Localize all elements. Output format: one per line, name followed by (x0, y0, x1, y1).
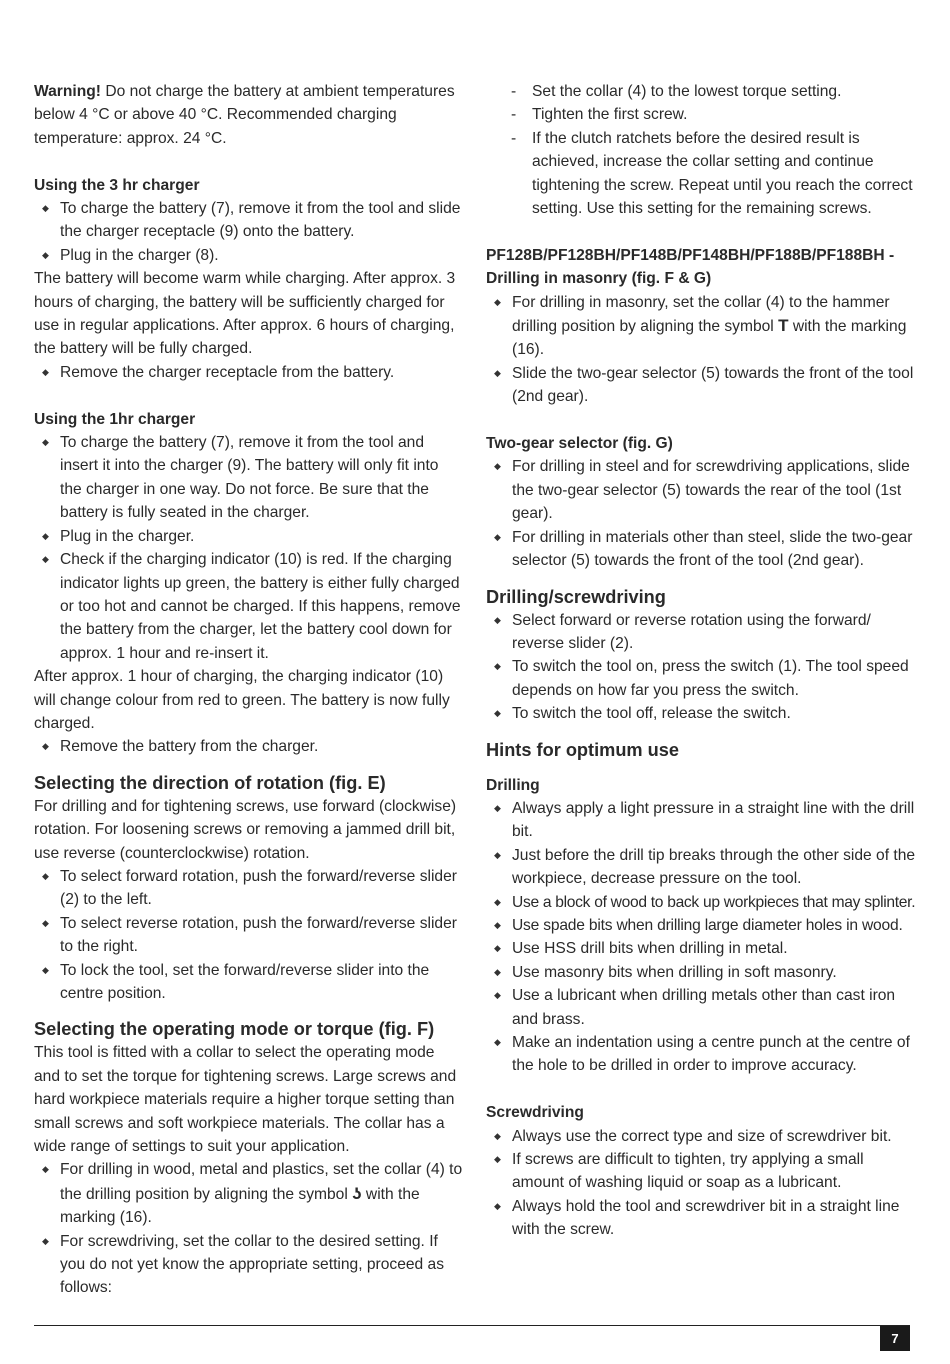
list-item: ◆ For drilling in materials other than steel, slide the two-gear selector (5) towards the front of the tool (2nd gear). (486, 526, 916, 573)
paragraph-operating-mode: This tool is fitted with a collar to select the operating mode and to set the torque for tightening screws. Large screws and hard workpiece materials require a higher torque setting than small screws and soft workpiece materials. The collar has a wide range of settings to suit your application. (34, 1044, 457, 1156)
heading-drilling-screwdriving: Drilling/screwdriving (486, 586, 666, 607)
list-item: - Set the collar (4) to the lowest torque setting. (486, 80, 916, 103)
list-item: ◆ Use masonry bits when drilling in soft masonry. (486, 961, 916, 984)
heading-3hr-charger: Using the 3 hr charger (34, 176, 200, 194)
list-item-text: For drilling in masonry, set the collar (4) to the hammer drilling position by aligning the symbol (512, 293, 890, 336)
list-item: ◆ Select forward or reverse rotation using the forward/ reverse slider (2). (486, 609, 916, 656)
list-item: ◆ Use a block of wood to back up workpieces that may splinter. (486, 891, 916, 914)
paragraph-1hr-charging: After approx. 1 hour of charging, the charging indicator (10) will change colour from red to green. The battery is now fully charged. (34, 668, 450, 732)
heading-hints: Hints for optimum use (486, 739, 679, 760)
list-1hr-charger (34, 431, 464, 665)
list-item: ◆ Slide the two-gear selector (5) towards the front of the tool (2nd gear). (486, 362, 916, 409)
list-item: ◆ Check if the charging indicator (10) is red. If the charging indicator lights up green, the battery is either fully charged or too hot and cannot be charged. If this happens, remove the battery from the charger, let the battery cool down for approx. 1 hour and re-insert it. (34, 548, 464, 665)
list-item: ◆ Remove the charger receptacle from the battery. (34, 361, 464, 384)
list-3hr-charger-end (34, 361, 464, 384)
list-item (486, 291, 916, 362)
list-item: ◆ To lock the tool, set the forward/reverse slider into the centre position. (34, 959, 464, 1006)
list-item: ◆ Just before the drill tip breaks through the other side of the workpiece, decrease pressure on the tool. (486, 844, 916, 891)
list-item: ◆ To charge the battery (7), remove it from the tool and insert it into the charger (9). The battery will only fit into the charger in one way. Do not force. Be sure that the battery is fully seated in the charger. (34, 431, 464, 525)
list-item-text: with the marking (16). (60, 1185, 420, 1227)
list-item: ◆ To select forward rotation, push the forward/reverse slider (2) to the left. (34, 865, 464, 912)
heading-masonry-models: PF128B/PF128BH/PF148B/PF148BH/PF188B/PF188BH - (486, 246, 895, 264)
warning-text: Do not charge the battery at ambient temperatures below 4 °C or above 40 °C. Recommended charging temperature: approx. 24 °C. (34, 83, 455, 147)
list-screwdriving (486, 1125, 916, 1242)
list-item: ◆ Remove the battery from the charger. (34, 735, 464, 758)
list-item: ◆ Always hold the tool and screwdriver bit in a straight line with the screw. (486, 1195, 916, 1242)
list-operating-mode (34, 1158, 464, 1299)
heading-masonry: Drilling in masonry (fig. F & G) (486, 270, 712, 288)
list-1hr-charger-end (34, 735, 464, 758)
list-item: - If the clutch ratchets before the desired result is achieved, increase the collar setting and continue tightening the screw. Repeat until you reach the correct setting. Use this setting for the remaining screws. (486, 127, 916, 221)
heading-1hr-charger: Using the 1hr charger (34, 410, 196, 428)
list-rotation (34, 865, 464, 1005)
heading-two-gear: Two-gear selector (fig. G) (486, 435, 673, 453)
heading-rotation: Selecting the direction of rotation (fig. E) (34, 772, 386, 793)
left-column (34, 80, 464, 1300)
list-item: ◆ To switch the tool on, press the switch (1). The tool speed depends on how far you press the switch. (486, 655, 916, 702)
list-item: ◆ Plug in the charger (8). (34, 244, 464, 267)
list-item (34, 1158, 464, 1229)
heading-operating-mode: Selecting the operating mode or torque (fig. F) (34, 1019, 435, 1040)
list-two-gear (486, 455, 916, 572)
list-drilling (486, 797, 916, 1078)
warning-label: Warning! (34, 83, 101, 100)
dash-list-torque (486, 80, 916, 220)
list-item: ◆ Make an indentation using a centre punch at the centre of the hole to be drilled in order to improve accuracy. (486, 1031, 916, 1078)
list-item: ◆ Use HSS drill bits when drilling in metal. (486, 937, 916, 960)
list-item: ◆ For screwdriving, set the collar to the desired setting. If you do not yet know the appropriate setting, proceed as follows: (34, 1230, 464, 1300)
list-item: ◆ If screws are difficult to tighten, try applying a small amount of washing liquid or soap as a lubricant. (486, 1148, 916, 1195)
paragraph-3hr-charging: The battery will become warm while charging. After approx. 3 hours of charging, the battery will be sufficiently charged for use in regular applications. After approx. 6 hours of charging, the battery will be fully charged. (34, 270, 456, 358)
list-item-text: with the marking (16). (512, 318, 907, 359)
list-item-text: For drilling in wood, metal and plastics, set the collar (4) to the drilling position by aligning the symbol (60, 1161, 463, 1203)
list-item: ◆ Use spade bits when drilling large diameter holes in wood. (486, 914, 916, 937)
list-masonry (486, 291, 916, 409)
list-item: - Tighten the first screw. (486, 103, 916, 126)
list-item: ◆ For drilling in steel and for screwdriving applications, slide the two-gear selector (5) towards the rear of the tool (1st gear). (486, 455, 916, 525)
paragraph-rotation: For drilling and for tightening screws, use forward (clockwise) rotation. For loosening screws or removing a jammed drill bit, use reverse (counterclockwise) rotation. (34, 797, 457, 862)
list-item: ◆ To charge the battery (7), remove it from the tool and slide the charger receptacle (9) onto the battery. (34, 197, 464, 244)
list-item: ◆ Plug in the charger. (34, 525, 464, 548)
list-item: ◆ Always use the correct type and size of screwdriver bit. (486, 1125, 916, 1148)
drill-symbol-icon: ʖ (352, 1183, 362, 1203)
hammer-symbol-icon: T (778, 316, 789, 336)
footer-divider (34, 1325, 910, 1326)
list-item: ◆ Always apply a light pressure in a straight line with the drill bit. (486, 797, 916, 844)
list-3hr-charger (34, 197, 464, 267)
page-number: 7 (880, 1326, 910, 1351)
list-item: ◆ To switch the tool off, release the switch. (486, 702, 916, 725)
list-item: ◆ Use a lubricant when drilling metals other than cast iron and brass. (486, 984, 916, 1031)
list-drilling-screwdriving (486, 609, 916, 726)
heading-drilling: Drilling (486, 776, 540, 794)
list-item: ◆ To select reverse rotation, push the forward/reverse slider to the right. (34, 912, 464, 959)
heading-screwdriving: Screwdriving (486, 1104, 584, 1122)
right-column (486, 80, 916, 1242)
warning-paragraph (34, 80, 464, 150)
